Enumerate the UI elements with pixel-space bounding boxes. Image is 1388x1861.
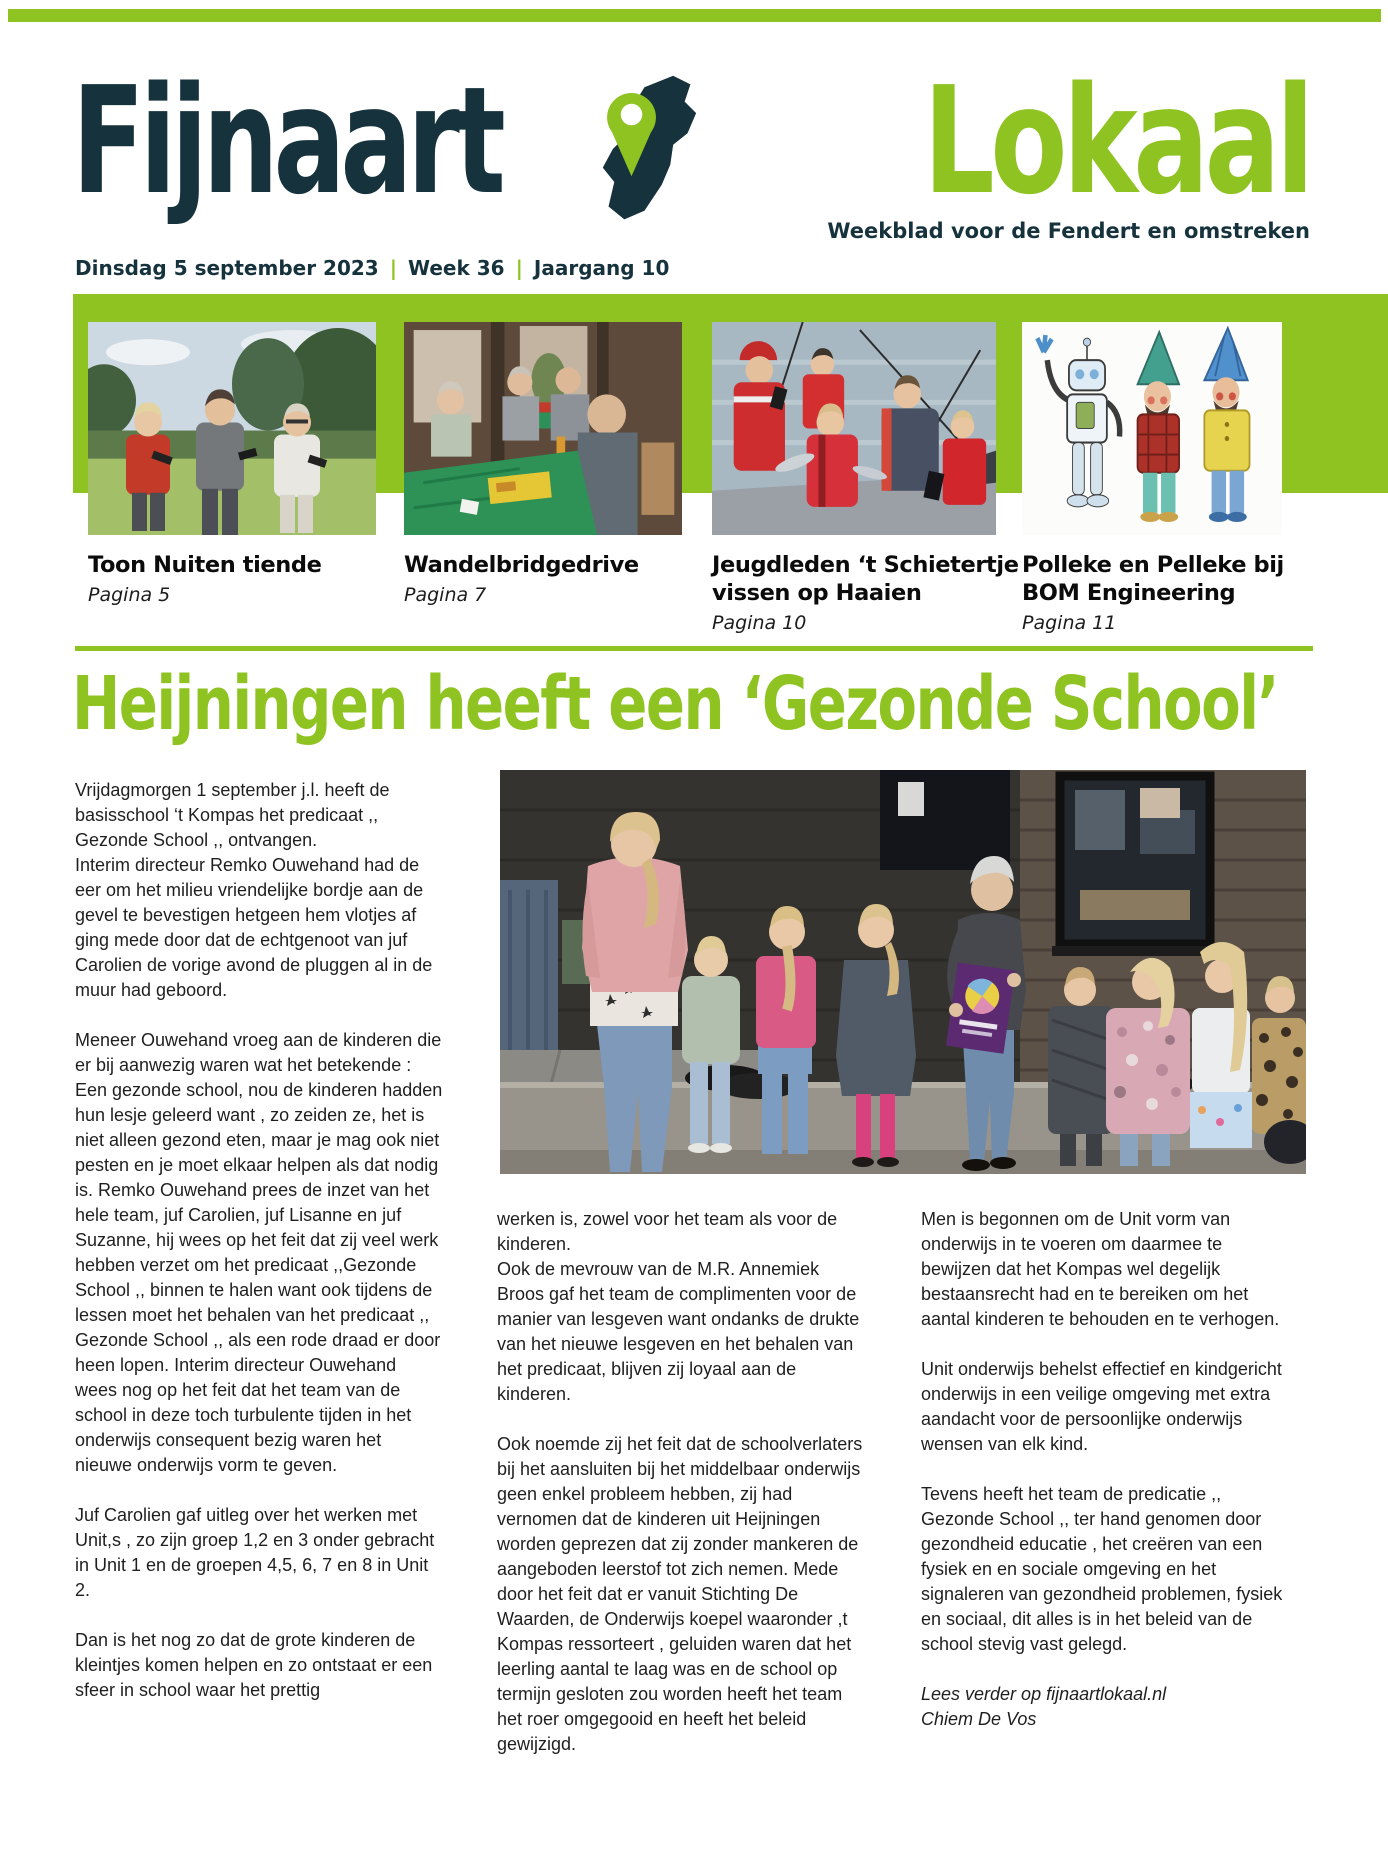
article-column-right [921, 1207, 1289, 1732]
paragraph: Vrijdagmorgen 1 september j.l. heeft de basisschool ‘t Kompas het predicaat ,, Gezonde School ,, ontvangen. [75, 780, 390, 850]
paragraph: Tevens heeft het team de predicatie ,, Gezonde School ,, ter hand genomen door gezondheid educatie , het creëren van een fysiek en en sociale omgeving en het signaleren van gezondheid problemen, fysiek en sociaal, dit alles is in het beleid van de school stevig vast gelegd. [921, 1484, 1283, 1654]
teaser-photo-fishing[interactable] [712, 322, 996, 535]
teaser-photo-drawing[interactable] [1022, 322, 1282, 535]
paragraph: Ook de mevrouw van de M.R. Annemiek Broos gaf het team de complimenten voor de manier van lesgeven want ondanks de drukte van het nieuwe lesgeven en het behalen van het predicaat, blijven zij loyaal aan de kinderen. [497, 1259, 860, 1404]
paragraph: Meneer Ouwehand vroeg aan de kinderen die er bij aanwezig waren wat het betekende : Een gezonde school, nou de kinderen hadden hun lesje geleerd want , zo zeiden ze, het is niet alleen gezond eten, maar je mag ook niet pesten en je moet elkaar helpen als dat nodig is. Remko Ouwehand prees de inzet van het hele team, juf Carolien, juf Lisanne en juf Suzanne, hij wees op het feit dat zij veel werk hebben verzet om het predicaat ,,Gezonde School ,, binnen te halen want ook tijdens de lessen moet het behalen van het predicaat ,, Gezonde School ,, als een rode draad er door heen lopen. Interim directeur Ouwehand wees nog op het feit dat het team van de school in deze toch turbulente tijden in het onderwijs consequent bezig waren het nieuwe onderwijs vorm te geven. [75, 1030, 443, 1475]
paragraph: Juf Carolien gaf uitleg over het werken met Unit,s , zo zijn groep 1,2 en 3 onder gebracht in Unit 1 en de groepen 4,5, 6, 7 en 8 in Unit 2. [75, 1505, 435, 1600]
teaser-page: Pagina 11 [1022, 612, 1117, 634]
golf-three-men-photo [88, 322, 376, 535]
teaser-page: Pagina 5 [88, 584, 171, 606]
article-column-middle [497, 1207, 865, 1782]
teaser-title: Toon Nuiten tiende [88, 552, 322, 578]
bridge-card-tables-photo [404, 322, 682, 535]
youth-fishing-boat-photo [712, 322, 996, 535]
teaser-caption-1[interactable] [88, 551, 388, 606]
paragraph: Interim directeur Remko Ouwehand had de eer om het milieu vriendelijke bordje aan de gevel te bevestigen hetgeen hem vlotjes af ging mede door dat de echtgenoot van juf Carolien de vorige avond de pluggen al in de muur had geboord. [75, 855, 433, 1000]
paragraph: Men is begonnen om de Unit vorm van onderwijs in te voeren om daarmee te bewijzen dat het Kompas wel degelijk bestaansrecht had en te bereiken om het aantal kinderen te behouden en te verhogen. [921, 1209, 1280, 1329]
masthead-title-lokaal: Lokaal [923, 55, 1310, 227]
dateline-week: Week 36 [408, 256, 505, 280]
paragraph: werken is, zowel voor het team als voor de kinderen. [497, 1209, 838, 1254]
teaser-caption-4[interactable] [1022, 551, 1294, 634]
teaser-title: Wandelbridgedrive [404, 552, 639, 578]
robot-and-gnomes-drawing [1022, 322, 1282, 535]
teaser-caption-3[interactable] [712, 551, 1046, 634]
dateline-separator: | [389, 256, 398, 280]
map-with-location-pin-icon [548, 70, 738, 228]
dateline-volume: Jaargang 10 [533, 256, 670, 280]
teaser-caption-2[interactable] [404, 551, 704, 606]
read-more-link[interactable]: Lees verder op fijnaartlokaal.nl [921, 1684, 1167, 1704]
paragraph: Dan is het nog zo dat de grote kinderen de kleintjes komen helpen en zo ontstaat er een sfeer in school waar het prettig [75, 1630, 433, 1700]
paragraph: Unit onderwijs behelst effectief en kindgericht onderwijs in een veilige omgeving met extra aandacht voor de persoonlijke onderwijs wensen van elk kind. [921, 1359, 1282, 1454]
teaser-page: Pagina 10 [712, 612, 807, 634]
article-column-left [75, 778, 443, 1728]
masthead-subtitle: Weekblad voor de Fendert en omstreken [827, 219, 1310, 243]
children-receiving-gezonde-school-plaque-photo [500, 770, 1306, 1174]
dateline-separator: | [515, 256, 523, 280]
dateline-date: Dinsdag 5 september 2023 [75, 256, 379, 280]
teaser-page: Pagina 7 [404, 584, 487, 606]
paragraph: Ook noemde zij het feit dat de schoolverlaters bij het aansluiten bij het middelbaar onderwijs geen enkel probleem hebben, zij had vernomen dat de kinderen uit Heijningen worden geprezen dat zij zonder mankeren de aangeboden leerstof tot zich nemen. Mede door het feit dat er vanuit Stichting De Waarden, de Onderwijs koepel waaronder ,t Kompas ressorteert , geluiden waren dat het leerling aantal te laag was en de school op termijn gesloten zou worden heeft het team het roer omgegooid en heeft het beleid gewijzigd. [497, 1434, 863, 1754]
teaser-title: Jeugdleden ‘t Schietertje vissen op Haaien [712, 552, 1019, 606]
article-byline [921, 1682, 1289, 1732]
section-divider-rule [75, 646, 1313, 651]
teaser-photo-golf[interactable] [88, 322, 376, 535]
article-headline: Heijningen heeft een ‘Gezonde School’ [72, 661, 1278, 747]
author-name: Chiem De Vos [921, 1709, 1037, 1729]
teaser-title: Polleke en Pelleke bij BOM Engineering [1022, 552, 1284, 606]
dateline [75, 256, 669, 280]
masthead-title-fijnaart: Fijnaart [72, 55, 501, 227]
article-photo [500, 770, 1306, 1174]
top-green-bar [8, 9, 1381, 22]
teaser-photo-bridge[interactable] [404, 322, 682, 535]
